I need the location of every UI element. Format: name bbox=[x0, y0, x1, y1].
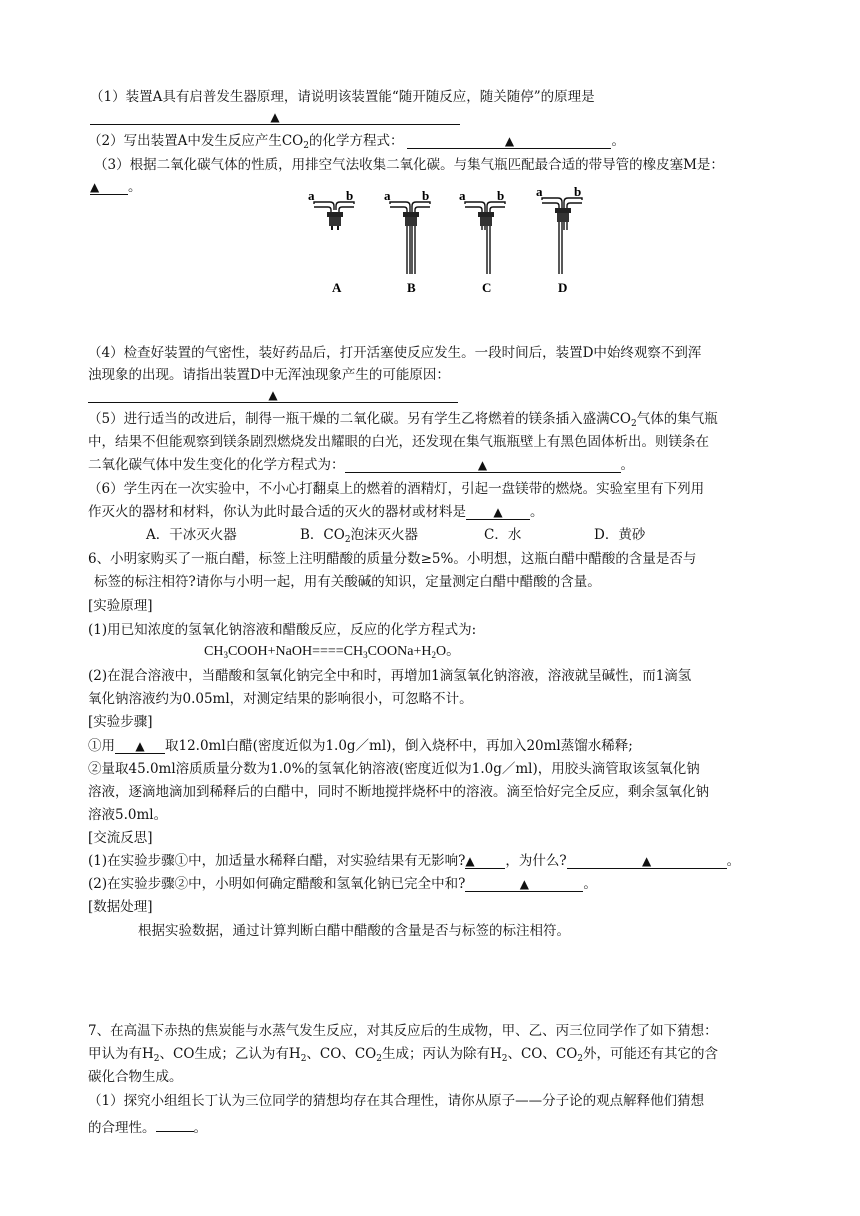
q7-part1-line1: （1）探究小组组长丁认为三位同学的猜想均存在其合理性，请你从原子——分子论的观点解释他们猜想 bbox=[88, 1093, 705, 1109]
q5-part4-line2: 浊现象的出现。请指出装置D中无浑浊现象产生的可能原因： bbox=[88, 367, 450, 383]
answer-blank[interactable]: ▲ bbox=[90, 178, 128, 195]
answer-blank[interactable]: ▲ bbox=[115, 737, 165, 754]
tube-label-b: b bbox=[346, 188, 354, 203]
q6-data-heading: [数据处理] bbox=[88, 899, 153, 915]
answer-blank[interactable]: ▲ bbox=[90, 108, 460, 125]
q5-part3-line2: ▲ 。 bbox=[90, 179, 142, 195]
q6-principle-2-line2: 氧化钠溶液约为0.05ml，对测定结果的影响很小，可忽略不计。 bbox=[88, 691, 473, 707]
stopper-option-d bbox=[536, 186, 582, 274]
q6-equation: $CH_3COOH+NaOH====CH_3COONa+H_2O$。 bbox=[204, 644, 461, 660]
option-label-a: A bbox=[332, 280, 342, 295]
answer-blank[interactable]: ▲ bbox=[465, 852, 505, 869]
option-label-b: B bbox=[407, 280, 416, 295]
q6-principle-1: (1)用已知浓度的氢氧化钠溶液和醋酸反应，反应的化学方程式为: bbox=[88, 622, 477, 638]
q5-part6-line1: （6）学生丙在一次实验中，不小心打翻桌上的燃着的酒精灯，引起一盘镁带的燃烧。实验室里有下列用 bbox=[88, 481, 705, 497]
stopper-option-a bbox=[308, 188, 354, 230]
q5-option-b[interactable]: B．$CO_2$泡沫灭火器 bbox=[300, 527, 419, 545]
tube-label-b: b bbox=[497, 188, 505, 203]
tube-label-a: a bbox=[308, 188, 315, 203]
q5-part4-line3 bbox=[88, 386, 458, 404]
tube-label-b: b bbox=[574, 186, 582, 199]
stopper-option-c bbox=[459, 188, 505, 274]
q5-part3-line1: （3）根据二氧化碳气体的性质，用排空气法收集二氧化碳。与集气瓶匹配最合适的带导管的橡皮塞M是： bbox=[94, 157, 724, 173]
q5-part4-line1: （4）检查好装置的气密性，装好药品后，打开活塞使反应发生。一段时间后，装置D中始终观察不到浑 bbox=[88, 345, 702, 361]
q6-intro-line2: 标签的标注相符?请你与小明一起，用有关酸碱的知识，定量测定白醋中醋酸的含量。 bbox=[94, 574, 601, 590]
answer-blank[interactable]: ▲ bbox=[466, 503, 530, 520]
q7-intro-line3: 碳化合物生成。 bbox=[88, 1069, 183, 1085]
q5-part2: （2）写出装置A中发生反应产生$CO_2$的化学方程式： ▲ 。 bbox=[88, 133, 625, 151]
q5-part1-line2 bbox=[90, 108, 460, 126]
answer-blank[interactable]: ▲ bbox=[465, 875, 583, 892]
answer-blank[interactable]: ▲ bbox=[345, 456, 621, 473]
q6-reflect-2: (2)在实验步骤②中，小明如何确定醋酸和氢氧化钠已完全中和? ▲ 。 bbox=[88, 876, 597, 892]
q6-step-2-line3: 溶液5.0ml。 bbox=[88, 807, 168, 823]
option-label-d: D bbox=[558, 280, 568, 295]
q6-step-2-line2: 溶液，逐滴地滴加到稀释后的白醋中，同时不断地搅拌烧杯中的溶液。滴至恰好完全反应，剩余氢氧化钠 bbox=[88, 784, 709, 800]
option-label-c: C bbox=[482, 280, 492, 295]
q5-part5-line2: 中，结果不但能观察到镁条剧烈燃烧发出耀眼的白光，还发现在集气瓶瓶壁上有黑色固体析出。则镁条在 bbox=[88, 434, 709, 450]
q6-data-text: 根据实验数据，通过计算判断白醋中醋酸的含量是否与标签的标注相符。 bbox=[138, 923, 570, 939]
tube-label-a: a bbox=[536, 186, 543, 199]
q6-intro-line1: 6、小明家购买了一瓶白醋，标签上注明醋酸的质量分数≥5%。小明想，这瓶白醋中醋酸的含量是否与 bbox=[88, 551, 697, 567]
stopper-options-figure bbox=[290, 186, 590, 296]
answer-blank[interactable] bbox=[156, 1115, 194, 1132]
q6-step-2-line1: ②量取45.0ml溶质质量分数为1.0%的氢氧化钠溶液(密度近似为1.0g／ml)，用胶头滴管取该氢氧化钠 bbox=[88, 761, 700, 777]
answer-blank[interactable]: ▲ bbox=[567, 852, 727, 869]
q7-intro-line1: 7、在高温下赤热的焦炭能与水蒸气发生反应，对其反应后的生成物，甲、乙、丙三位同学作了如下猜想： bbox=[88, 1023, 718, 1039]
q6-principle-2-line1: (2)在混合溶液中，当醋酸和氢氧化钠完全中和时，再增加1滴氢氧化钠溶液，溶液就呈碱性，而1滴氢 bbox=[88, 668, 692, 684]
tube-label-a: a bbox=[384, 188, 391, 203]
answer-blank[interactable]: ▲ bbox=[407, 132, 611, 149]
q5-part6-line2: 作灭火的器材和材料，你认为此时最合适的灭火的器材或材料是 ▲ 。 bbox=[88, 504, 544, 520]
q7-part1-line2: 的合理性。 。 bbox=[88, 1115, 207, 1137]
q7-intro-line2: 甲认为有$H_2$、CO生成；乙认为有$H_2$、CO、$CO_2$生成；丙认为除有$H_2$、CO、$CO_2$外，可能还有其它的含 bbox=[88, 1046, 718, 1064]
q6-step-1: ①用 ▲ 取12.0ml白醋(密度近似为1.0g／ml)，倒入烧杯中，再加入20ml蒸馏水稀释; bbox=[88, 738, 633, 754]
q5-option-c[interactable]: C．水 bbox=[484, 527, 522, 543]
tube-label-a: a bbox=[459, 188, 466, 203]
stopper-option-b bbox=[384, 188, 430, 274]
q6-principle-heading: [实验原理] bbox=[88, 598, 153, 614]
tube-label-b: b bbox=[422, 188, 430, 203]
q5-part1-line1: （1）装置A具有启普发生器原理，请说明该装置能“随开随反应，随关随停”的原理是 bbox=[90, 89, 595, 105]
answer-blank[interactable]: ▲ bbox=[88, 386, 458, 403]
q5-part5-line1: （5）进行适当的改进后，制得一瓶干燥的二氧化碳。另有学生乙将燃着的镁条插入盛满$CO_2$气体的集气瓶 bbox=[88, 411, 718, 429]
q5-option-d[interactable]: D．黄砂 bbox=[594, 527, 646, 543]
q5-option-a[interactable]: A．干冰灭火器 bbox=[146, 527, 237, 543]
q6-reflect-1: (1)在实验步骤①中，加适量水稀释白醋，对实验结果有无影响?▲ ，为什么? ▲ 。 bbox=[88, 853, 741, 869]
q6-steps-heading: [实验步骤] bbox=[88, 714, 153, 730]
q5-part5-line3: 二氧化碳气体中发生变化的化学方程式为： ▲ 。 bbox=[88, 457, 634, 473]
q6-reflect-heading: [交流反思] bbox=[88, 830, 153, 846]
